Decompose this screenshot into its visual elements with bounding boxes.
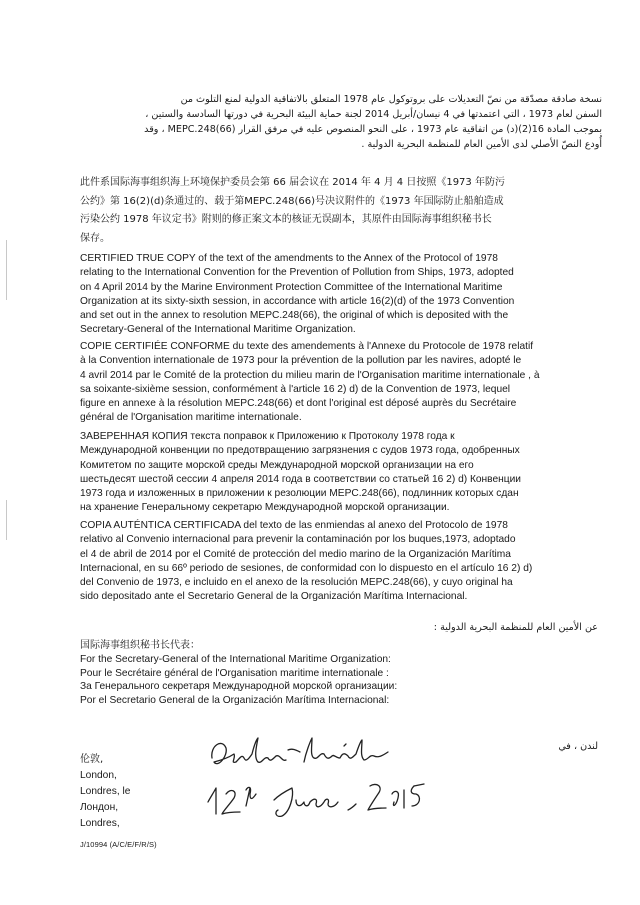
place-spanish: Londres, — [80, 818, 120, 829]
place-french: Londres, le — [80, 786, 131, 797]
russian-line: 1973 года и изложенных в приложении к резолюции MEPC.248(66), подлинник которых сдан — [80, 488, 519, 500]
spanish-line: COPIA AUTÉNTICA CERTIFICADA del texto de las enmiendas al anexo del Protocolo de 1978 — [80, 520, 508, 531]
french-line: sa soixante-sixième session, conformément à l'article 16 2) d) de la Convention de 1973, lequel — [80, 383, 511, 395]
chinese-line: 此件系国际海事组织海上环境保护委员会第 66 届会议在 2014 年 4 月 4 日按照《1973 年防污 — [80, 177, 505, 188]
spanish-line: relativo al Convenio internacional para prevenir la contaminación por los buques,1973, adoptado — [80, 534, 516, 546]
for-secretary-general-french: Pour le Secrétaire général de l'Organisation maritime internationale : — [80, 667, 389, 679]
place-english: London, — [80, 770, 117, 781]
english-line: relating to the International Convention for the Prevention of Pollution from Ships, 1973, adopted — [80, 267, 514, 279]
french-line: figure en annexe à la résolution MEPC.248(66) et dont l'original est déposé auprès du Secrétaire — [80, 398, 517, 410]
russian-line: шестьдесят шестой сессии 4 апреля 2014 года в соответствии со статьей 16 2) d) Конвенции — [80, 473, 521, 485]
for-secretary-general-block — [80, 639, 600, 707]
place-arabic: لندن ، في — [558, 741, 598, 752]
scan-margin-mark — [6, 240, 7, 300]
english-line: Secretary-General of the International Maritime Organization. — [80, 324, 356, 336]
russian-line: Международной конвенции по предотвращению загрязнения с судов 1973 года, одобренных — [80, 445, 520, 457]
arabic-line: بموجب المادة 16(2)(د) من اتفاقية عام 1973 ، على النحو المنصوص عليه في مرفق القرار (MEPC.248(66 ، وقد — [144, 124, 602, 135]
scan-margin-mark — [6, 500, 7, 540]
chinese-line: 保存。 — [80, 232, 110, 244]
for-secretary-general-russian: За Генерального секретаря Международной морской организации: — [80, 681, 398, 693]
spanish-line: sido depositado ante el Secretario General de la Organización Marítima Internacional. — [80, 591, 468, 603]
spanish-line: Internacional, en su 66º periodo de sesiones, de conformidad con lo dispuesto en el artículo 16 2) d) — [80, 562, 533, 574]
handwritten-signature-and-date — [200, 728, 430, 823]
english-line: on 4 April 2014 by the Marine Environment Protection Committee of the International Maritime — [80, 281, 503, 293]
spanish-line: del Convenio de 1973, e incluido en el anexo de la resolución MEPC.248(66), y cuyo original ha — [80, 577, 513, 589]
place-block — [80, 752, 200, 832]
english-line: CERTIFIED TRUE COPY of the text of the amendments to the Annex of the Protocol of 1978 — [80, 253, 498, 264]
russian-line: ЗАВЕРЕННАЯ КОПИЯ текста поправок к Приложению к Протоколу 1978 года к — [80, 431, 455, 442]
french-line: 4 avril 2014 par le Comité de la protection du milieu marin de l'Organisation maritime internationale , à — [80, 369, 540, 381]
french-line: COPIE CERTIFIÉE CONFORME du texte des amendements à l'Annexe du Protocole de 1978 relatif — [80, 341, 534, 352]
spanish-line: el 4 de abril de 2014 por el Comité de protección del medio marino de la Organización Marítima — [80, 548, 511, 560]
french-line: général de l'Organisation maritime internationale. — [80, 412, 302, 424]
spanish-certification-paragraph — [80, 519, 602, 605]
chinese-certification-paragraph — [80, 174, 602, 248]
french-certification-paragraph — [80, 340, 602, 426]
russian-certification-paragraph — [80, 430, 602, 516]
arabic-line: نسخة صادقة مصدّقة من نصّ التعديلات على بروتوكول عام 1978 المتعلق بالاتفاقية الدولية لمنع التلوث من — [180, 94, 602, 105]
arabic-line: أُودع النصّ الأصلي لدى الأمين العام للمنظمة البحرية الدولية . — [361, 139, 602, 150]
arabic-certification-paragraph — [80, 92, 602, 152]
for-secretary-general-english: For the Secretary-General of the International Maritime Organization: — [80, 654, 391, 665]
place-russian: Лондон, — [80, 802, 119, 813]
for-secretary-general-spanish: Por el Secretario General de la Organización Marítima Internacional: — [80, 694, 390, 706]
for-secretary-general-arabic: عن الأمين العام للمنظمة البحرية الدولية : — [433, 622, 598, 633]
chinese-line: 污染公约 1978 年议定书》附则的修正案文本的核证无误副本，其原件由国际海事组织秘书长 — [80, 214, 492, 225]
english-certification-paragraph — [80, 252, 602, 338]
document-reference: J/10994 (A/C/E/F/R/S) — [80, 840, 157, 849]
place-chinese: 伦敦, — [80, 754, 104, 765]
english-line: and set out in the annex to resolution MEPC.248(66), the original of which is deposited with the — [80, 310, 509, 322]
for-secretary-general-chinese: 国际海事组织秘书长代表： — [80, 640, 200, 651]
russian-line: на хранение Генеральному секретарю Международной морской организации. — [80, 502, 450, 514]
russian-line: Комитетом по защите морской среды Международной морской организации на его — [80, 459, 474, 471]
chinese-line: 公约》第 16(2)(d)条通过的、载于第MEPC.248(66)号决议附件的《1973 年国际防止船舶造成 — [80, 195, 504, 207]
arabic-line: السفن لعام 1973 ، التي اعتمدتها في 4 نيسان/أبريل 2014 لجنة حماية البيئة البحرية في دورتها السادسة والستين ، — [145, 109, 602, 120]
french-line: à la Convention internationale de 1973 pour la prévention de la pollution par les navires, adopté le — [80, 355, 522, 367]
english-line: Organization at its sixty-sixth session, in accordance with article 16(2)(d) of the 1973 Convention — [80, 295, 515, 307]
